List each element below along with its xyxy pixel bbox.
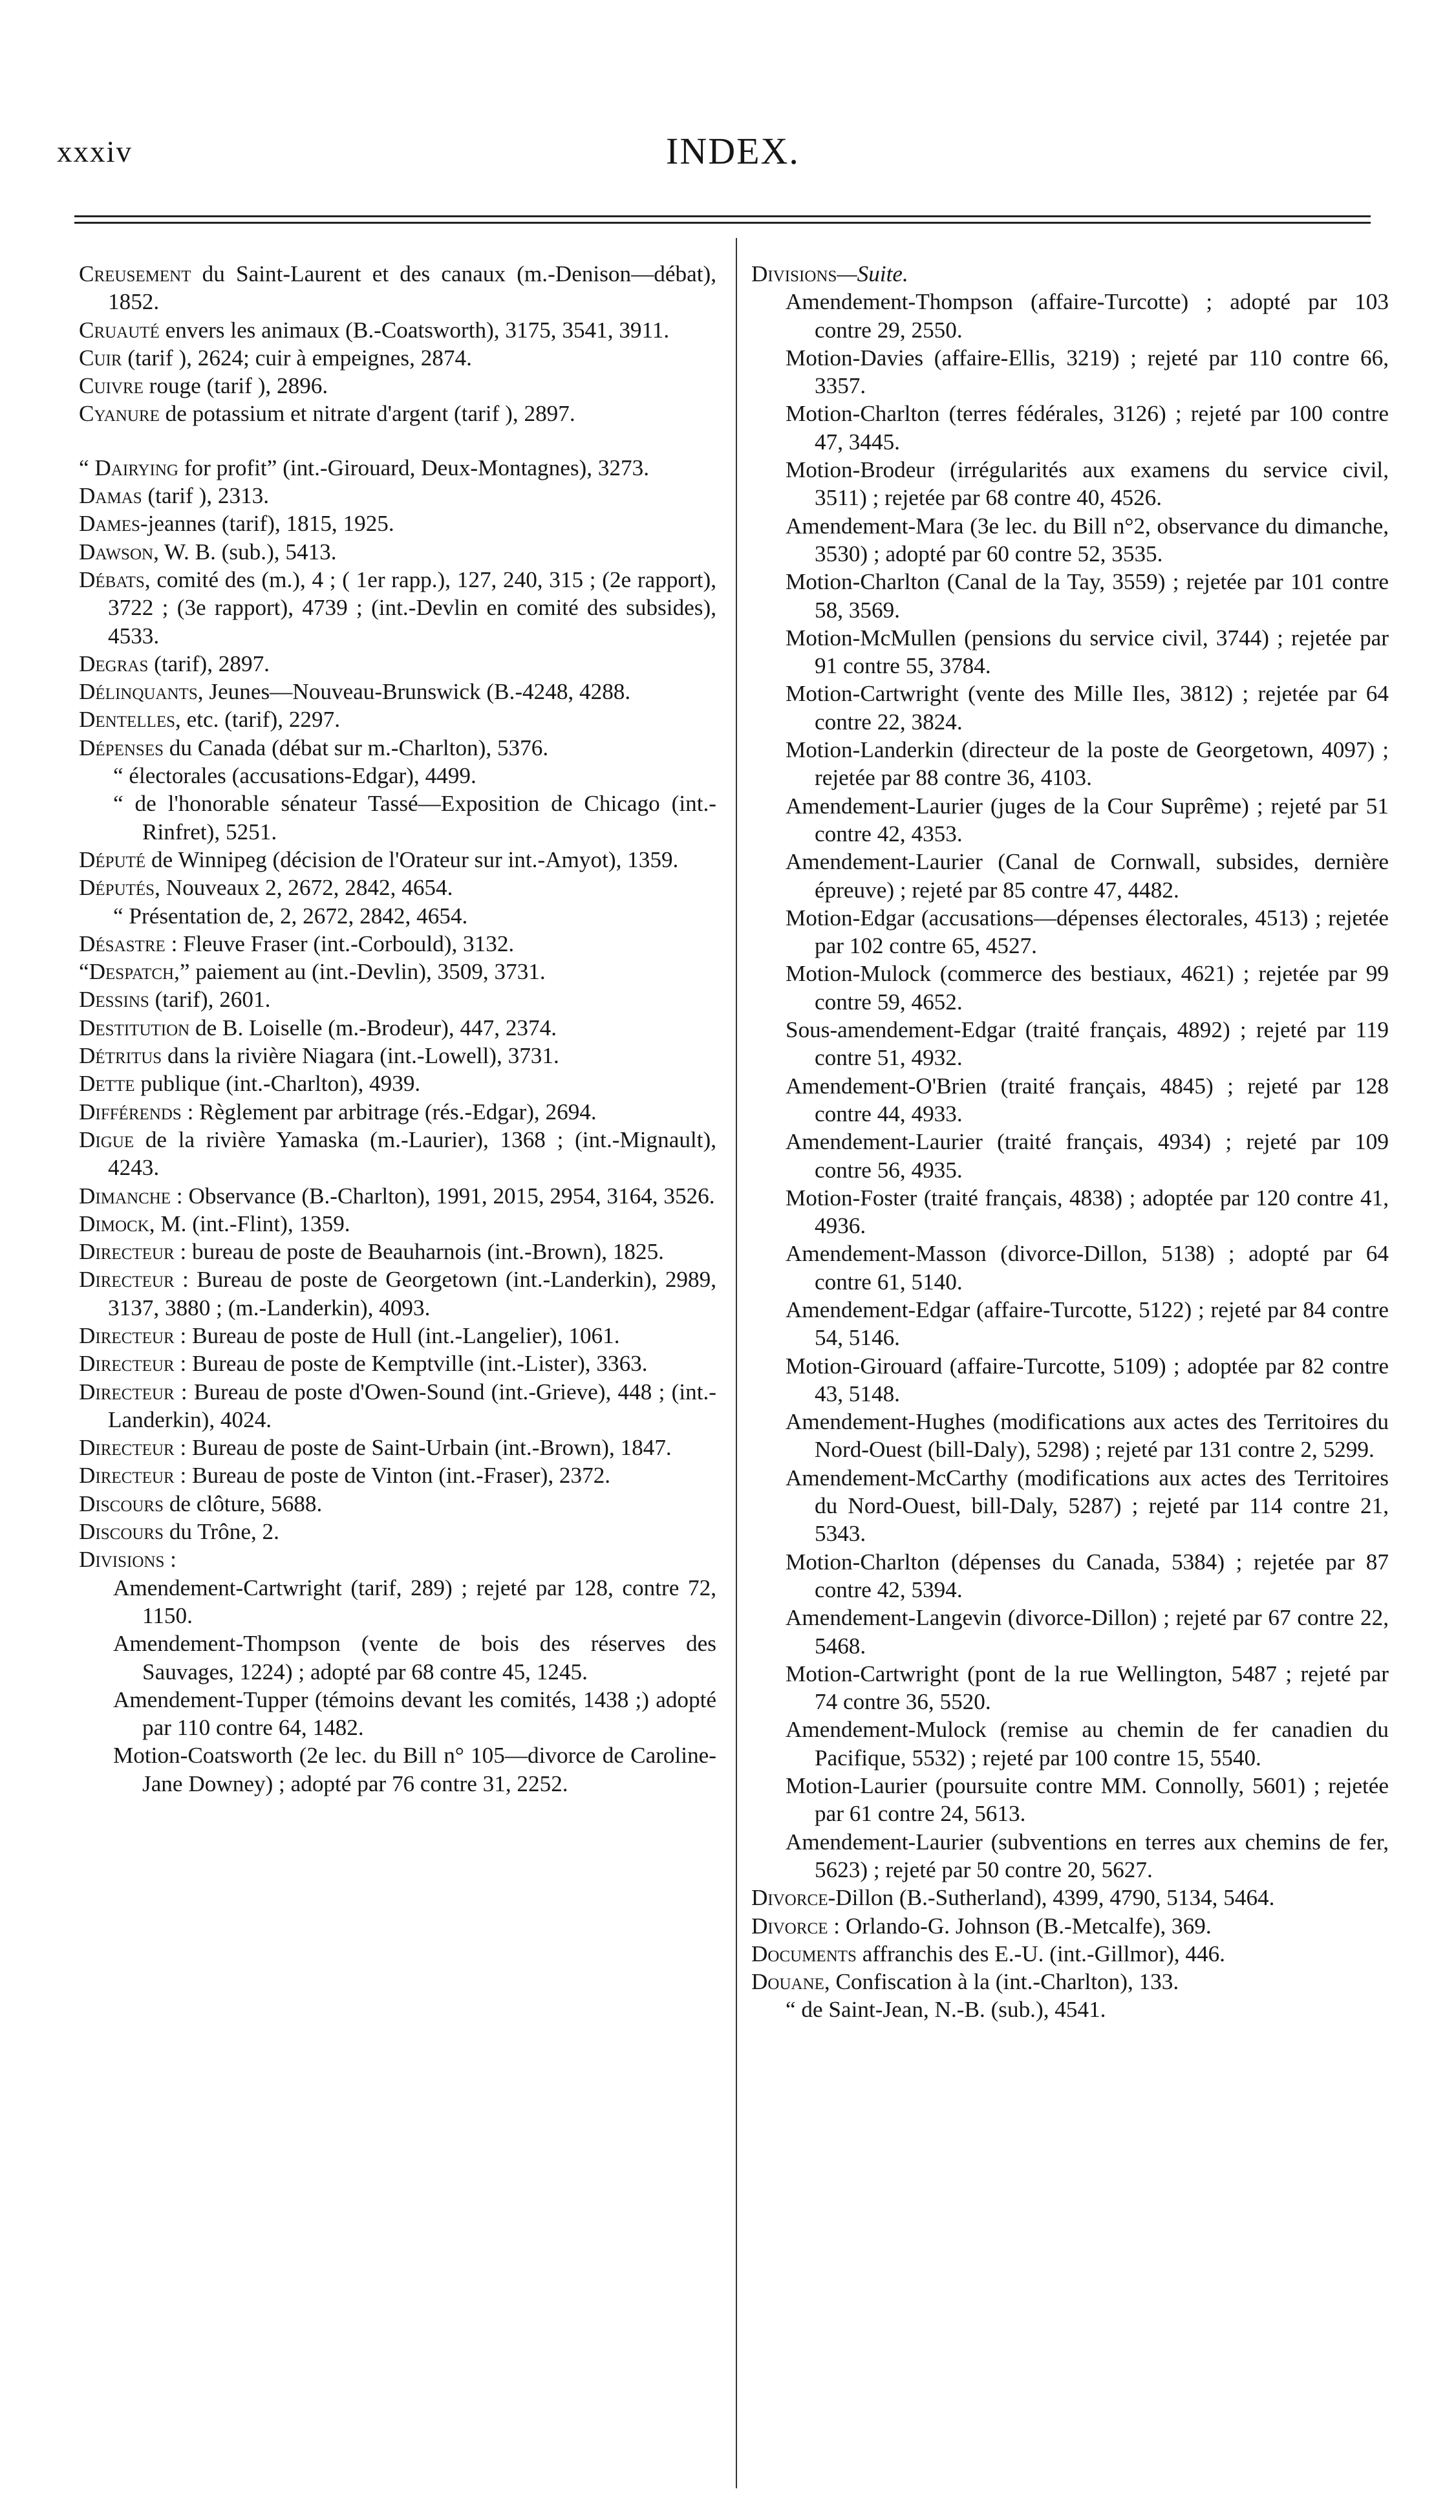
entry-text: (tarif), 2601. (149, 987, 271, 1013)
entry-heading: Discours (79, 1491, 164, 1516)
index-entry (79, 902, 716, 930)
entry-heading: Cuivre (79, 373, 144, 399)
index-entry (79, 678, 716, 705)
entry-heading: Damas (79, 483, 142, 509)
page-number: xxxiv (57, 135, 133, 169)
entry-text: paiement au (int.-Devlin), 3509, 3731. (189, 959, 546, 985)
index-entry (751, 400, 1389, 456)
entry-text: envers les animaux (B.-Coatsworth), 3175, 3541, 3911. (159, 317, 670, 343)
entry-text: Amendement-O'Brien (traité français, 4845) ; rejeté par 128 contre 44, 4933. (786, 1073, 1389, 1126)
entry-text: publique (int.-Charlton), 4939. (134, 1071, 421, 1097)
index-entry (79, 1182, 716, 1210)
entry-heading: Douane (751, 1969, 824, 1995)
index-entry (751, 1240, 1389, 1296)
entry-text: Motion-Laurier (poursuite contre MM. Connolly, 5601) ; rejetée par 61 contre 24, 5613. (786, 1773, 1389, 1827)
entry-text: , Nouveaux 2, 2672, 2842, 4654. (155, 875, 453, 901)
index-entry (79, 1238, 716, 1265)
index-entry (79, 1378, 716, 1434)
header-rule-bottom (74, 222, 1371, 224)
index-entry (79, 510, 716, 537)
entry-text: Amendement-Tupper (témoins devant les comités, 1438 ;) adopté par 110 contre 64, 1482. (113, 1686, 716, 1741)
index-entry (751, 260, 1389, 288)
entry-heading: Dimanche (79, 1183, 171, 1209)
entry-heading: Dessins (79, 987, 149, 1013)
entry-text: de B. Loiselle (m.-Brodeur), 447, 2374. (189, 1015, 557, 1040)
index-entry (79, 1490, 716, 1518)
index-entry (79, 1686, 716, 1742)
entry-text: Amendement-Thompson (affaire-Turcotte) ; adopté par 103 contre 29, 2550. (786, 289, 1389, 343)
entry-text: , M. (int.-Flint), 1359. (149, 1211, 350, 1236)
index-entry (751, 1408, 1389, 1464)
index-entry (751, 1772, 1389, 1828)
entry-heading: Dawson (79, 539, 154, 565)
entry-heading: Cruauté (79, 317, 160, 343)
entry-text: (tarif ), 2624; cuir à empeignes, 2874. (122, 345, 472, 371)
entry-text: Amendement-Laurier (traité français, 4934) ; rejeté par 109 contre 56, 4935. (786, 1129, 1389, 1183)
entry-text: du Canada (débat sur m.-Charlton), 5376. (164, 735, 549, 760)
index-entry (79, 454, 716, 482)
index-entry (79, 1741, 716, 1798)
entry-text: Motion-McMullen (pensions du service civil, 3744) ; rejetée par 91 contre 55, 3784. (786, 625, 1389, 679)
entry-text: Motion-Coatsworth (2e lec. du Bill n° 105—divorce de Caroline-Jane Downey) ; adopté par 76 contre 31, 2252. (113, 1743, 716, 1796)
entry-text: : Bureau de poste de Kemptville (int.-Lister), 3363. (174, 1351, 648, 1377)
index-entry (79, 1350, 716, 1377)
index-entry (751, 1884, 1389, 1912)
index-entry (751, 1464, 1389, 1548)
index-entry (751, 1996, 1389, 2023)
index-entry (79, 1434, 716, 1461)
entry-heading: Divisions (751, 261, 837, 286)
entry-heading: “ Dairying (79, 455, 178, 480)
entry-text: Motion-Girouard (affaire-Turcotte, 5109) ; adoptée par 82 contre 43, 5148. (786, 1353, 1389, 1406)
entry-text: de clôture, 5688. (164, 1491, 323, 1516)
entry-text: Motion-Cartwright (pont de la rue Wellington, 5487 ; rejeté par 74 contre 36, 5520. (786, 1661, 1389, 1715)
entry-heading: Cyanure (79, 401, 160, 427)
entry-text: Amendement-Langevin (divorce-Dillon) ; rejeté par 67 contre 22, 5468. (786, 1605, 1389, 1659)
index-entry (751, 1184, 1389, 1240)
index-entry (751, 1828, 1389, 1884)
entry-text: : Fleuve Fraser (int.-Corbould), 3132. (165, 931, 515, 956)
entry-text: -Dillon (B.-Sutherland), 4399, 4790, 5134, 5464. (828, 1885, 1275, 1911)
index-entry (79, 930, 716, 958)
entry-text: Amendement-Mulock (remise au chemin de fer canadien du Pacifique, 5532) ; rejeté par 100 contre 15, 5540. (786, 1717, 1389, 1771)
entry-heading: Directeur (79, 1351, 175, 1377)
entry-text: : Bureau de poste d'Owen-Sound (int.-Grieve), 448 ; (int.-Landerkin), 4024. (108, 1379, 716, 1432)
entry-heading: Différends (79, 1099, 182, 1125)
entry-text: Amendement-Laurier (juges de la Cour Suprême) ; rejeté par 51 contre 42, 4353. (786, 793, 1389, 846)
index-entry (751, 1072, 1389, 1128)
entry-text: : Règlement par arbitrage (rés.-Edgar), 2694. (181, 1099, 597, 1125)
entry-text: de la rivière Yamaska (m.-Laurier), 1368 ; (int.-Mignault), 4243. (108, 1126, 716, 1181)
entry-text: Motion-Mulock (commerce des bestiaux, 4621) ; rejetée par 99 contre 59, 4652. (786, 961, 1389, 1015)
entry-text: Amendement-Laurier (subventions en terres aux chemins de fer, 5623) ; rejeté par 50 contre 20, 5627. (786, 1829, 1389, 1882)
index-entry (79, 1070, 716, 1097)
index-entry (751, 568, 1389, 624)
entry-heading: Divorce (751, 1913, 828, 1939)
entry-heading: Directeur (79, 1435, 175, 1461)
entry-text: “ Présentation de, 2, 2672, 2842, 4654. (113, 903, 468, 929)
entry-heading: Digue (79, 1126, 134, 1152)
entry-text: rouge (tarif ), 2896. (143, 373, 328, 399)
index-entry (79, 482, 716, 510)
index-entry (751, 1128, 1389, 1184)
entry-text: affranchis des E.-U. (int.-Gillmor), 446. (856, 1941, 1225, 1966)
page-title: INDEX. (666, 130, 800, 172)
entry-text: de Winnipeg (décision de l'Orateur sur int.-Amyot), 1359. (145, 846, 679, 872)
index-entry (79, 650, 716, 678)
index-entry (751, 736, 1389, 792)
index-entry (79, 1042, 716, 1070)
entry-text: Amendement-Hughes (modifications aux actes des Territoires du Nord-Ouest (bill-Daly), 5298) ; rejeté par 131 contre 2, 5299. (786, 1409, 1389, 1463)
entry-heading: Députés (79, 875, 155, 901)
index-entry (79, 1461, 716, 1489)
index-entry (751, 960, 1389, 1016)
entry-heading: Directeur (79, 1463, 175, 1489)
index-entry (751, 792, 1389, 848)
entry-text: Amendement-Mara (3e lec. du Bill n°2, observance du dimanche, 3530) ; adopté par 60 contre 52, 3535. (786, 513, 1389, 566)
entry-text: , Confiscation à la (int.-Charlton), 133. (824, 1969, 1179, 1995)
entry-text: Sous-amendement-Edgar (traité français, 4892) ; rejeté par 119 contre 51, 4932. (786, 1017, 1389, 1071)
index-entry (79, 874, 716, 901)
entry-text: : Bureau de poste de Georgetown (int.-Landerkin), 2989, 3137, 3880 ; (m.-Landerkin), 4093. (108, 1267, 716, 1320)
header-rule-top (74, 215, 1371, 217)
entry-text: (tarif), 2897. (148, 651, 270, 676)
index-entry (79, 316, 716, 344)
entry-suffix: —Suite. (837, 261, 908, 286)
entry-heading: Député (79, 846, 146, 872)
entry-text: : Bureau de poste de Hull (int.-Langelier), 1061. (174, 1322, 620, 1348)
entry-heading: Documents (751, 1941, 857, 1966)
index-entry (751, 848, 1389, 904)
right-column (751, 260, 1389, 2024)
index-entry (751, 288, 1389, 344)
entry-text: , Jeunes—Nouveau-Brunswick (B.-4248, 4288. (197, 679, 631, 705)
index-entry (79, 846, 716, 874)
entry-text: : Observance (B.-Charlton), 1991, 2015, 2954, 3164, 3526. (171, 1183, 715, 1209)
entry-heading: Directeur (79, 1239, 175, 1265)
index-entry (751, 1548, 1389, 1604)
index-entry (79, 1265, 716, 1322)
entry-heading: Dette (79, 1071, 135, 1097)
index-entry (79, 260, 716, 316)
index-entry (751, 1968, 1389, 1996)
entry-text: Motion-Charlton (Canal de la Tay, 3559) ; rejetée par 101 contre 58, 3569. (786, 569, 1389, 623)
index-entry (79, 705, 716, 733)
index-entry (751, 624, 1389, 680)
entry-heading: Divisions (79, 1547, 165, 1573)
entry-text: Motion-Davies (affaire-Ellis, 3219) ; rejeté par 110 contre 66, 3357. (786, 345, 1389, 399)
index-entry (751, 1352, 1389, 1408)
entry-text: Motion-Brodeur (irrégularités aux examens du service civil, 3511) ; rejetée par 68 contre 40, 4526. (786, 457, 1389, 511)
entry-heading: Directeur (79, 1322, 175, 1348)
index-entry (79, 1322, 716, 1350)
entry-heading: Creusement (79, 261, 191, 286)
entry-heading: Délinquants (79, 679, 198, 705)
index-entry (79, 1574, 716, 1630)
index-entry (751, 1660, 1389, 1716)
entry-text: dans la rivière Niagara (int.-Lowell), 3731. (162, 1043, 559, 1069)
entry-text: Amendement-McCarthy (modifications aux actes des Territoires du Nord-Ouest, bill-Daly, 5287) ; rejeté par 114 contre 21, 5343. (786, 1465, 1389, 1547)
entry-text: (tarif ), 2313. (142, 483, 270, 509)
entry-text: Motion-Landerkin (directeur de la poste de Georgetown, 4097) ; rejetée par 88 contre 36, 4103. (786, 737, 1389, 791)
entry-text: du Trône, 2. (164, 1519, 279, 1545)
entry-heading: Directeur (79, 1379, 175, 1405)
entry-text: for profit” (int.-Girouard, Deux-Montagnes), 3273. (178, 455, 649, 480)
index-entry (751, 1296, 1389, 1352)
entry-text: Motion-Charlton (terres fédérales, 3126) ; rejeté par 100 contre 47, 3445. (786, 401, 1389, 455)
entry-heading: Débats (79, 566, 145, 592)
entry-heading: Dépenses (79, 735, 164, 760)
index-entry (751, 512, 1389, 568)
index-entry (79, 344, 716, 372)
entry-text: Motion-Edgar (accusations—dépenses électorales, 4513) ; rejetée par 102 contre 65, 4527. (786, 905, 1389, 959)
index-entry (751, 456, 1389, 512)
entry-text: Motion-Foster (traité français, 4838) ; adoptée par 120 contre 41, 4936. (786, 1185, 1389, 1239)
index-entry (751, 1912, 1389, 1940)
entry-heading: Discours (79, 1519, 164, 1545)
entry-heading: “Despatch,” (79, 959, 190, 985)
index-entry (79, 566, 716, 650)
entry-text: “ de Saint-Jean, N.-B. (sub.), 4541. (786, 1997, 1106, 2023)
entry-text: du Saint-Laurent et des canaux (m.-Denison—débat), 1852. (108, 261, 716, 315)
entry-heading: Dentelles (79, 707, 175, 733)
entry-text: Amendement-Laurier (Canal de Cornwall, subsides, dernière épreuve) ; rejeté par 85 contre 47, 4482. (786, 849, 1389, 903)
index-entry (751, 344, 1389, 400)
entry-text: : Bureau de poste de Saint-Urbain (int.-Brown), 1847. (174, 1435, 672, 1461)
index-entry (751, 904, 1389, 960)
index-entry (79, 1098, 716, 1126)
entry-text: -jeannes (tarif), 1815, 1925. (140, 511, 394, 537)
index-entry (79, 538, 716, 566)
index-entry (751, 1016, 1389, 1072)
entry-text: Amendement-Thompson (vente de bois des réserves des Sauvages, 1224) ; adopté par 68 contre 45, 1245. (113, 1631, 716, 1685)
index-entry (79, 790, 716, 846)
index-entry (79, 762, 716, 790)
entry-heading: Degras (79, 651, 149, 676)
index-entry (79, 1014, 716, 1042)
entry-text: , W. B. (sub.), 5413. (153, 539, 337, 565)
entry-heading: Destitution (79, 1015, 190, 1040)
entry-text: , etc. (tarif), 2297. (175, 707, 341, 733)
column-divider (736, 238, 737, 2488)
entry-heading: Cuir (79, 345, 122, 371)
entry-text: Amendement-Edgar (affaire-Turcotte, 5122) ; rejeté par 84 contre 54, 5146. (786, 1297, 1389, 1351)
index-entry (751, 1604, 1389, 1660)
index-entry (79, 985, 716, 1013)
entry-text: : bureau de poste de Beauharnois (int.-Brown), 1825. (174, 1239, 664, 1265)
entry-text: Amendement-Masson (divorce-Dillon, 5138) ; adopté par 64 contre 61, 5140. (786, 1241, 1389, 1295)
index-entry (79, 1126, 716, 1182)
index-entry (751, 1716, 1389, 1772)
entry-heading: Désastre (79, 931, 166, 956)
index-entry (79, 1210, 716, 1238)
index-entry (79, 400, 716, 427)
entry-text: Amendement-Cartwright (tarif, 289) ; rejeté par 128, contre 72, 1150. (113, 1575, 716, 1628)
entry-text: Motion-Charlton (dépenses du Canada, 5384) ; rejetée par 87 contre 42, 5394. (786, 1549, 1389, 1602)
entry-text: “ électorales (accusations-Edgar), 4499. (113, 763, 476, 789)
index-entry (79, 1545, 716, 1573)
entry-text: “ de l'honorable sénateur Tassé—Exposition de Chicago (int.-Rinfret), 5251. (113, 791, 716, 845)
index-entry (79, 734, 716, 762)
entry-heading: Directeur (79, 1267, 175, 1293)
index-entry (79, 1630, 716, 1686)
index-entry (751, 1940, 1389, 1968)
entry-text: Motion-Cartwright (vente des Mille Iles, 3812) ; rejetée par 64 contre 22, 3824. (786, 681, 1389, 735)
entry-heading: Dames (79, 511, 140, 537)
index-entry (751, 680, 1389, 736)
entry-text: , comité des (m.), 4 ; ( 1er rapp.), 127, 240, 315 ; (2e rapport), 3722 ; (3e rapport), 4739 ; (int.-Devlin en comité des subsides), 4533. (108, 566, 716, 649)
entry-text: : Orlando-G. Johnson (B.-Metcalfe), 369. (828, 1913, 1212, 1939)
left-column (79, 260, 716, 1798)
entry-text: : (164, 1547, 177, 1573)
entry-text: : Bureau de poste de Vinton (int.-Fraser), 2372. (174, 1463, 611, 1489)
entry-heading: Divorce (751, 1885, 828, 1911)
index-entry (79, 372, 716, 400)
entry-heading: Détritus (79, 1043, 162, 1069)
index-entry (79, 958, 716, 985)
index-entry (79, 1518, 716, 1545)
entry-heading: Dimock (79, 1211, 149, 1236)
entry-text: de potassium et nitrate d'argent (tarif ), 2897. (159, 401, 575, 427)
